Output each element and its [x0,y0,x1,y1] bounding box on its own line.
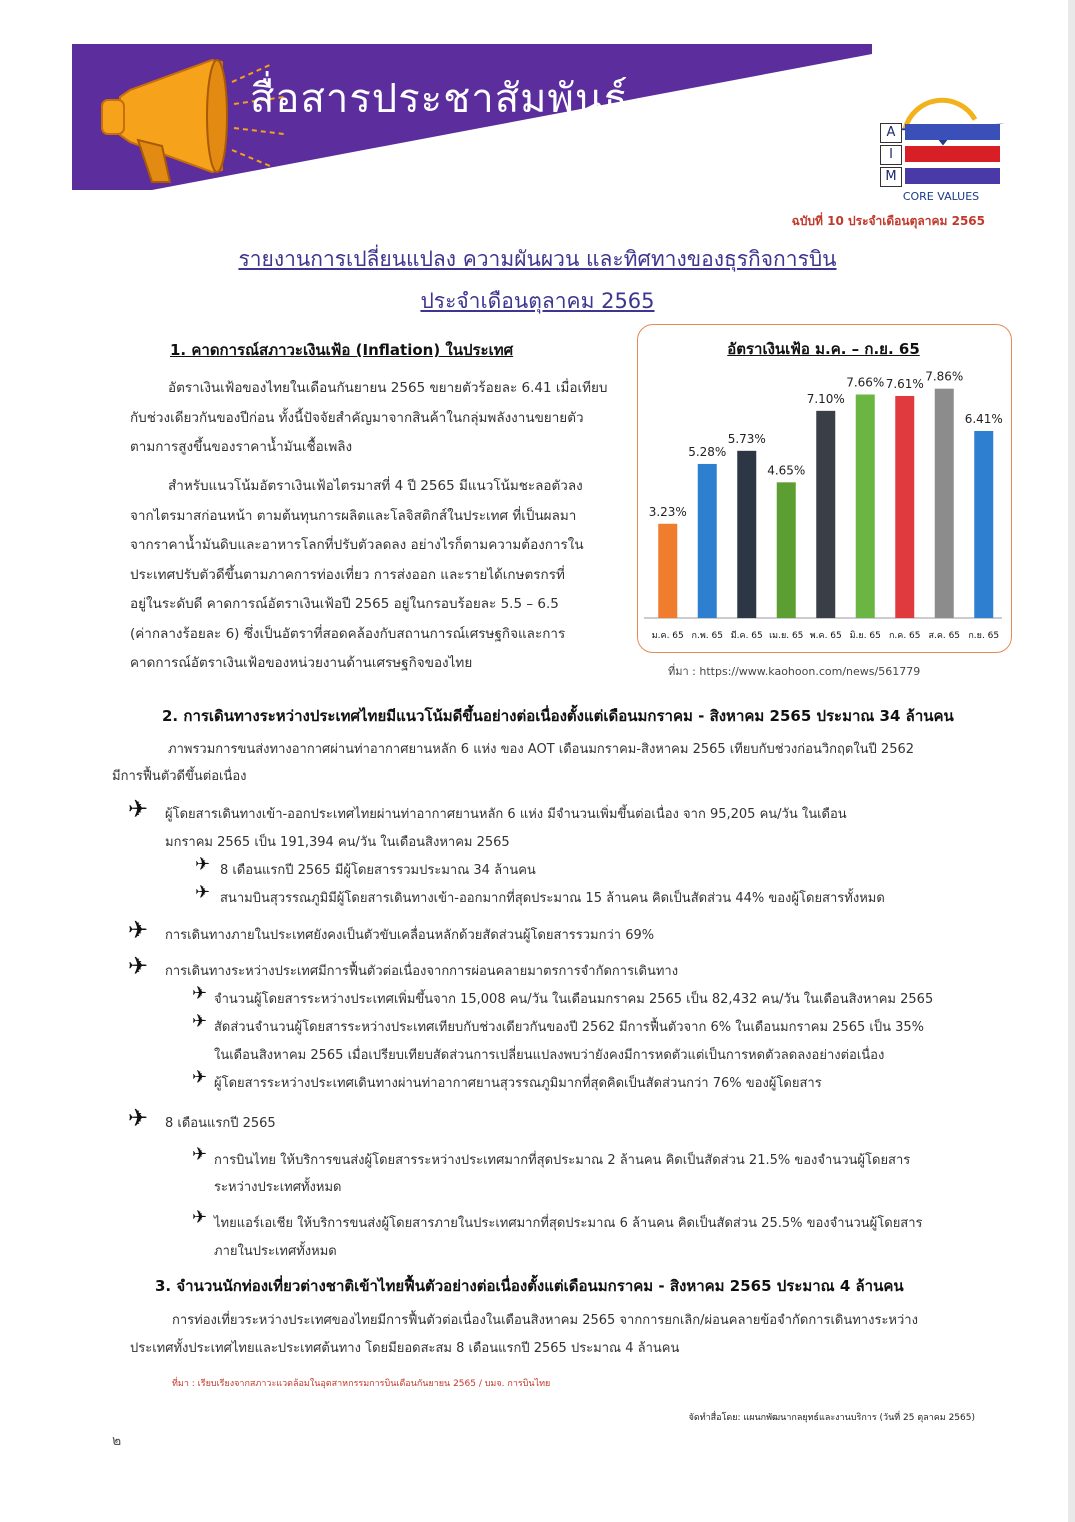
prepared-by: จัดทำสื่อโดย: แผนกพัฒนากลยุทธ์และงานบริการ (วันที่ 25 ตุลาคม 2565) [688,1413,975,1423]
sub-bullet-text: สนามบินสุวรรณภูมิมีผู้โดยสารเดินทางเข้า-ออกมากที่สุดประมาณ 15 ล้านคน คิดเป็นสัดส่วน 44% ของผู้โดยสารทั้งหมด [220,891,885,906]
plane-arrow-icon: ✈ [128,1104,149,1132]
x-tick-label: ก.ย. 65 [968,631,1000,641]
plane-arrow-icon: ✈ [195,854,211,875]
plane-arrow-icon: ✈ [192,1207,208,1228]
core-value-row-i [880,145,1002,163]
reference-source: ที่มา : เรียบเรียงจากสภาวะแวดล้อมในอุตสาหกรรมการบินเดือนกันยายน 2565 / บมจ. การบินไทย [172,1379,551,1389]
core-values-label: CORE VALUES [902,190,980,203]
bar-value-label: 5.73% [727,431,766,446]
plane-arrow-icon: ✈ [192,1011,208,1032]
section3-line: ประเทศทั้งประเทศไทยและประเทศต้นทาง โดยมียอดสะสม 8 เดือนแรกปี 2565 ประมาณ 4 ล้านคน [130,1341,680,1356]
sub-bullet-text: ภายในประเทศทั้งหมด [214,1244,337,1259]
paragraph-line: จากไตรมาสก่อนหน้า ตามต้นทุนการผลิตและโลจิสติกส์ในประเทศ ที่เป็นผลมา [130,507,577,524]
section2-heading: 2. การเดินทางระหว่างประเทศไทยมีแนวโน้มดีขึ้นอย่างต่อเนื่องตั้งแต่เดือนมกราคม - สิงหาคม 2565 ประมาณ 34 ล้านคน [162,707,954,725]
bullet-text: การเดินทางระหว่างประเทศมีการฟื้นตัวต่อเนื่องจากการผ่อนคลายมาตรการจำกัดการเดินทาง [165,964,679,979]
paragraph-line: อัตราเงินเฟ้อของไทยในเดือนกันยายน 2565 ขยายตัวร้อยละ 6.41 เมื่อเทียบ [168,380,608,396]
bar-6 [856,395,875,618]
bar-value-label: 3.23% [648,504,687,519]
sub-bullet-text: ระหว่างประเทศทั้งหมด [214,1180,342,1195]
bar-4 [777,482,796,618]
core-value-bar [905,124,1000,140]
bar-value-label: 7.10% [806,391,845,406]
section1-heading: 1. คาดการณ์สภาวะเงินเฟ้อ (Inflation) ในประเทศ [170,341,514,359]
core-value-letter: I [880,145,902,165]
x-tick-label: เม.ย. 65 [769,631,804,641]
plane-arrow-icon: ✈ [192,1144,208,1165]
core-value-row-m [880,167,1002,185]
section3-heading: 3. จำนวนนักท่องเที่ยวต่างชาติเข้าไทยฟื้นตัวอย่างต่อเนื่องตั้งแต่เดือนมกราคม - สิงหาคม 2565 ประมาณ 4 ล้านคน [155,1277,904,1295]
x-tick-label: ม.ค. 65 [651,631,684,641]
sub-bullet-text: สัดส่วนจำนวนผู้โดยสารระหว่างประเทศเทียบกับช่วงเดียวกันของปี 2562 มีการฟื้นตัวจาก 6% ในเดือนมกราคม 2565 เป็น 35% [214,1020,924,1035]
section3-line: การท่องเที่ยวระหว่างประเทศของไทยมีการฟื้นตัวต่อเนื่องในเดือนสิงหาคม 2565 จากการยกเลิก/ผ่อนคลายข้อจำกัดการเดินทางระหว่าง [172,1313,918,1328]
paragraph-line: สำหรับแนวโน้มอัตราเงินเฟ้อไตรมาสที่ 4 ปี 2565 มีแนวโน้มชะลอตัวลง [168,478,583,494]
x-tick-label: มี.ค. 65 [730,631,763,641]
paragraph-line: คาดการณ์อัตราเงินเฟ้อของหน่วยงานด้านเศรษฐกิจของไทย [130,655,473,671]
sub-bullet-text: จำนวนผู้โดยสารระหว่างประเทศเพิ่มขึ้นจาก 15,008 คน/วัน ในเดือนมกราคม 2565 เป็น 82,432 คน/วัน ในเดือนสิงหาคม 2565 [214,992,934,1007]
bar-3 [737,451,756,618]
x-tick-label: พ.ค. 65 [809,631,842,641]
bullet-text: ผู้โดยสารเดินทางเข้า-ออกประเทศไทยผ่านท่าอากาศยานหลัก 6 แห่ง มีจำนวนเพิ่มขึ้นต่อเนื่อง จาก 95,205 คน/วัน ในเดือน [165,807,847,822]
core-value-bar [905,168,1000,184]
chart-source: ที่มา : https://www.kaohoon.com/news/561779 [668,665,921,678]
core-value-letter: A [880,123,902,143]
paragraph-line: กับช่วงเดียวกันของปีก่อน ทั้งนี้ปัจจัยสำคัญมาจากสินค้าในกลุ่มพลังงานขยายตัว [130,409,584,426]
bar-9 [974,431,993,618]
bar-7 [895,396,914,618]
document-title-line1: รายงานการเปลี่ยนแปลง ความผันผวน และทิศทางของธุรกิจการบิน [238,247,837,271]
paragraph-line: (ค่ากลางร้อยละ 6) ซึ่งเป็นอัตราที่สอดคล้องกับสถานการณ์เศรษฐกิจและการ [130,625,566,642]
bar-5 [816,411,835,618]
bar-1 [658,524,677,618]
paragraph-line: ตามการสูงขึ้นของราคาน้ำมันเชื้อเพลิง [130,439,353,455]
plane-arrow-icon: ✈ [195,882,211,903]
sub-bullet-text: ไทยแอร์เอเชีย ให้บริการขนส่งผู้โดยสารภายในประเทศมากที่สุดประมาณ 6 ล้านคน คิดเป็นสัดส่วน 25.5% ของจำนวนผู้โดยสาร [214,1216,923,1231]
issue-number: ฉบับที่ 10 ประจำเดือนตุลาคม 2565 [791,214,985,228]
sub-bullet-text: ในเดือนสิงหาคม 2565 เมื่อเปรียบเทียบสัดส่วนการเปลี่ยนแปลงพบว่ายังคงมีการหดตัวแต่เป็นการหดตัวลดลงอย่างต่อเนื่อง [214,1048,885,1063]
plane-arrow-icon: ✈ [128,795,149,823]
section1-paragraph1 [130,374,625,463]
plane-arrow-icon: ✈ [128,916,149,944]
plane-arrow-icon: ✈ [192,983,208,1004]
bullet-text: มกราคม 2565 เป็น 191,394 คน/วัน ในเดือนสิงหาคม 2565 [165,835,510,850]
paragraph-line: ประเทศปรับตัวดีขึ้นตามภาคการท่องเที่ยว การส่งออก และรายได้เกษตรกรที่ [130,566,565,583]
sub-bullet-text: 8 เดือนแรกปี 2565 มีผู้โดยสารรวมประมาณ 34 ล้านคน [220,863,536,878]
document-title-line2: ประจำเดือนตุลาคม 2565 [420,289,655,313]
bar-value-label: 4.65% [767,463,806,478]
scan-edge [1068,0,1075,1522]
bar-value-label: 6.41% [964,411,1003,426]
section1-paragraph2 [130,472,625,679]
core-value-bar [905,146,1000,162]
core-value-row-a [880,123,1002,141]
bar-8 [935,389,954,618]
bar-2 [698,464,717,618]
section2-intro-line: ภาพรวมการขนส่งทางอากาศผ่านท่าอากาศยานหลัก 6 แห่ง ของ AOT เดือนมกราคม-สิงหาคม 2565 เทียบกับช่วงก่อนวิกฤตในปี 2562 [168,742,915,757]
page-mark: ๒ [112,1433,122,1449]
plane-arrow-icon: ✈ [192,1067,208,1088]
x-tick-label: ก.ค. 65 [888,631,921,641]
plane-arrow-icon: ✈ [128,952,149,980]
banner-title: สื่อสารประชาสัมพันธ์ [250,76,629,122]
x-tick-label: ก.พ. 65 [691,631,723,641]
chart-title: อัตราเงินเฟ้อ ม.ค. – ก.ย. 65 [727,340,920,358]
bar-value-label: 7.61% [885,376,924,391]
bullet-text: 8 เดือนแรกปี 2565 [165,1116,276,1131]
core-value-letter: M [880,167,902,187]
section2-intro-line: มีการฟื้นตัวดีขึ้นต่อเนื่อง [112,769,247,784]
bullet-text: การเดินทางภายในประเทศยังคงเป็นตัวขับเคลื่อนหลักด้วยสัดส่วนผู้โดยสารรวมกว่า 69% [165,928,655,943]
sub-bullet-text: ผู้โดยสารระหว่างประเทศเดินทางผ่านท่าอากาศยานสุวรรณภูมิมากที่สุดคิดเป็นสัดส่วนกว่า 76% ของผู้โดยสาร [214,1076,822,1091]
paragraph-line: จากราคาน้ำมันดิบและอาหารโลกที่ปรับตัวลดลง อย่างไรก็ตามความต้องการใน [130,537,584,553]
bar-value-label: 5.28% [688,444,727,459]
sub-bullet-text: การบินไทย ให้บริการขนส่งผู้โดยสารระหว่างประเทศมากที่สุดประมาณ 2 ล้านคน คิดเป็นสัดส่วน 21.5% ของจำนวนผู้โดยสาร [214,1153,911,1168]
paragraph-line: อยู่ในระดับดี คาดการณ์อัตราเงินเฟ้อปี 2565 อยู่ในกรอบร้อยละ 5.5 – 6.5 [130,596,559,612]
x-tick-label: ส.ค. 65 [928,631,961,641]
inflation-bar-chart [640,360,1006,646]
bar-value-label: 7.66% [846,375,885,390]
x-tick-label: มิ.ย. 65 [849,631,881,641]
bar-value-label: 7.86% [925,369,964,384]
